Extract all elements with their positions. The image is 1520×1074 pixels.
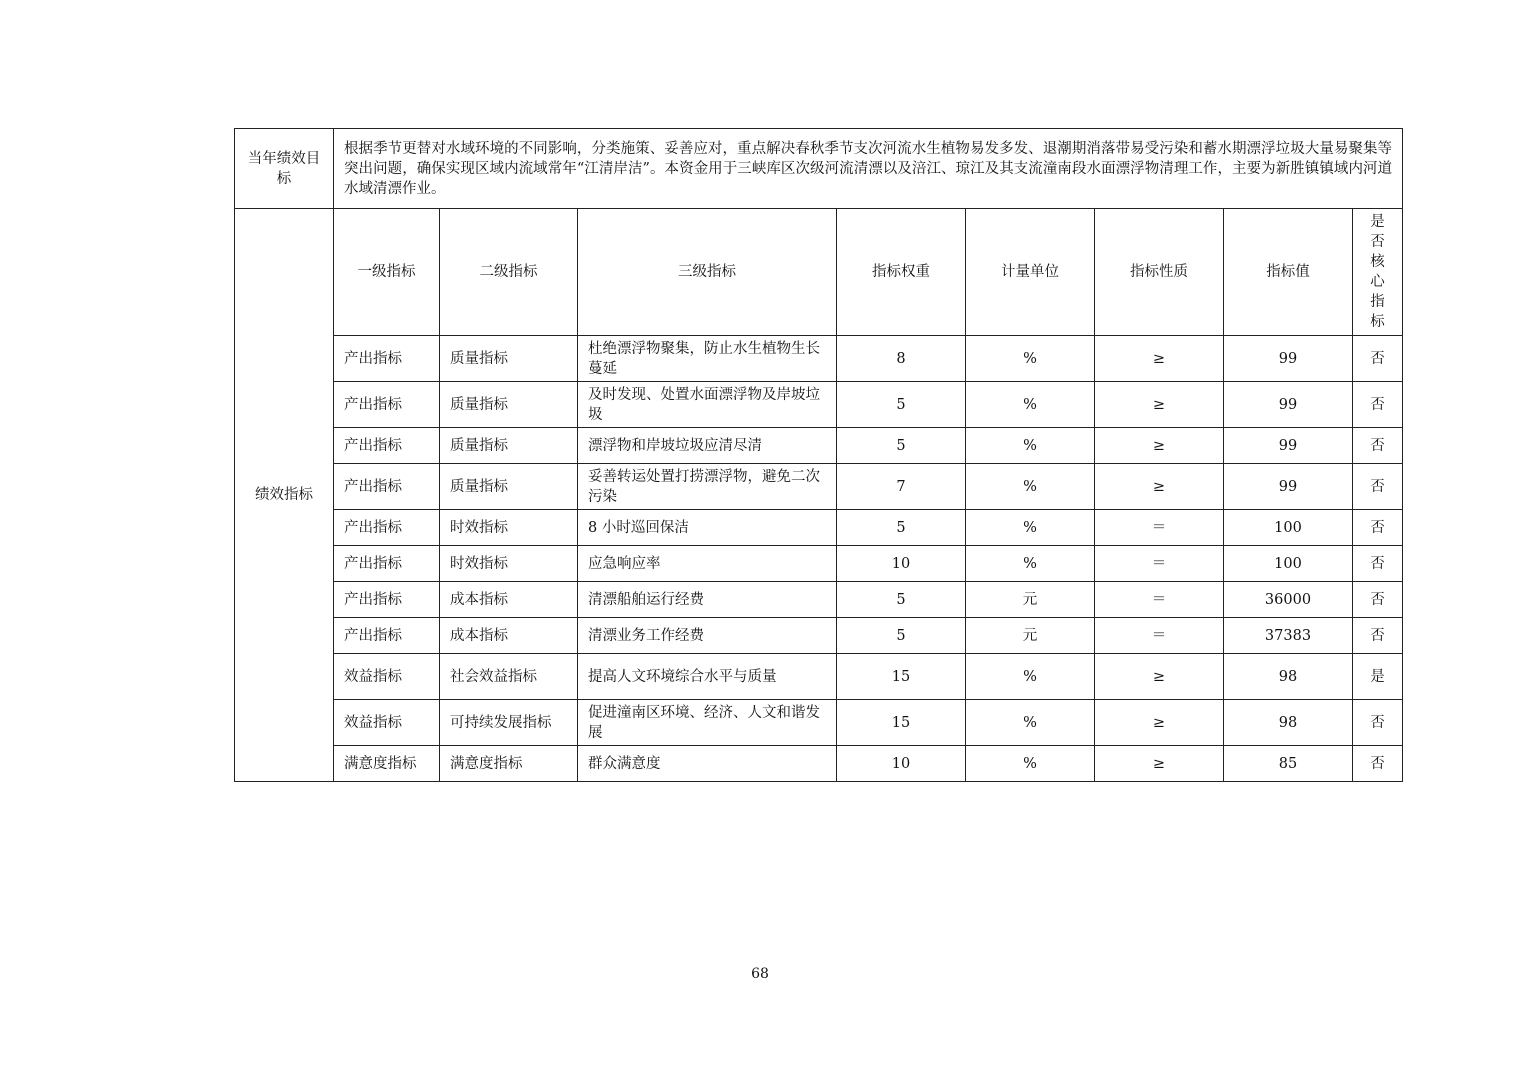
core-cell: 否 [1353,464,1403,510]
level2-cell: 可持续发展指标 [440,700,578,746]
value-cell: 99 [1224,428,1353,464]
level3-cell: 8 小时巡回保洁 [578,510,837,546]
table-row [235,510,1403,546]
goal-row [235,129,1403,209]
nature-cell: ＝ [1095,582,1224,618]
unit-cell: % [966,464,1095,510]
unit-cell: % [966,336,1095,382]
table-row [235,336,1403,382]
core-cell: 否 [1353,700,1403,746]
level3-cell: 群众满意度 [578,746,837,782]
level2-cell: 时效指标 [440,546,578,582]
value-cell: 99 [1224,382,1353,428]
level1-cell: 产出指标 [334,618,440,654]
weight-cell: 5 [837,582,966,618]
level3-cell: 及时发现、处置水面漂浮物及岸坡垃圾 [578,382,837,428]
unit-cell: % [966,510,1095,546]
value-cell: 100 [1224,546,1353,582]
nature-cell: ≥ [1095,654,1224,700]
nature-cell: ＝ [1095,546,1224,582]
level2-cell: 满意度指标 [440,746,578,782]
level2-cell: 质量指标 [440,464,578,510]
value-cell: 100 [1224,510,1353,546]
header-cell: 一级指标 [334,209,440,336]
level1-cell: 产出指标 [334,510,440,546]
unit-cell: % [966,546,1095,582]
level1-cell: 产出指标 [334,464,440,510]
level2-cell: 时效指标 [440,510,578,546]
core-cell: 否 [1353,582,1403,618]
indicators-label: 绩效指标 [235,209,334,782]
table-row [235,428,1403,464]
header-cell: 三级指标 [578,209,837,336]
value-cell: 85 [1224,746,1353,782]
level1-cell: 产出指标 [334,546,440,582]
page-number: 68 [751,966,769,982]
nature-cell: ≥ [1095,464,1224,510]
value-cell: 99 [1224,336,1353,382]
unit-cell: % [966,654,1095,700]
level1-cell: 效益指标 [334,654,440,700]
core-cell: 否 [1353,546,1403,582]
weight-cell: 10 [837,546,966,582]
core-cell: 是 [1353,654,1403,700]
unit-cell: % [966,428,1095,464]
table-row [235,700,1403,746]
header-cell: 指标性质 [1095,209,1224,336]
level3-cell: 提高人文环境综合水平与质量 [578,654,837,700]
level1-cell: 产出指标 [334,582,440,618]
value-cell: 98 [1224,654,1353,700]
unit-cell: % [966,700,1095,746]
value-cell: 99 [1224,464,1353,510]
level2-cell: 成本指标 [440,582,578,618]
table-row [235,382,1403,428]
header-core-text: 是否核心指标 [1370,214,1385,330]
weight-cell: 5 [837,382,966,428]
core-cell: 否 [1353,336,1403,382]
core-cell: 否 [1353,382,1403,428]
nature-cell: ≥ [1095,382,1224,428]
goal-text: 根据季节更替对水域环境的不同影响，分类施策、妥善应对，重点解决春秋季节支次河流水生植物易发多发、退潮期消落带易受污染和蓄水期漂浮垃圾大量易聚集等突出问题，确保实现区域内流域常年“江清岸洁”。本资金用于三峡库区次级河流清漂以及涪江、琼江及其支流潼南段水面漂浮物清理工作，主要为新胜镇镇域内河道水域清漂作业。 [334,129,1403,209]
value-cell: 37383 [1224,618,1353,654]
weight-cell: 10 [837,746,966,782]
level3-cell: 杜绝漂浮物聚集，防止水生植物生长蔓延 [578,336,837,382]
goal-label: 当年绩效目标 [235,129,334,209]
table-row [235,464,1403,510]
core-cell: 否 [1353,618,1403,654]
level1-cell: 产出指标 [334,336,440,382]
level2-cell: 质量指标 [440,428,578,464]
level1-cell: 产出指标 [334,382,440,428]
level3-cell: 漂浮物和岸坡垃圾应清尽清 [578,428,837,464]
level1-cell: 产出指标 [334,428,440,464]
level2-cell: 质量指标 [440,382,578,428]
nature-cell: ≥ [1095,428,1224,464]
unit-cell: 元 [966,618,1095,654]
value-cell: 98 [1224,700,1353,746]
table-row [235,582,1403,618]
value-cell: 36000 [1224,582,1353,618]
level3-cell: 应急响应率 [578,546,837,582]
header-cell: 指标权重 [837,209,966,336]
weight-cell: 15 [837,654,966,700]
table-row [235,618,1403,654]
unit-cell: 元 [966,582,1095,618]
core-cell: 否 [1353,746,1403,782]
level1-cell: 满意度指标 [334,746,440,782]
header-cell: 二级指标 [440,209,578,336]
nature-cell: ≥ [1095,336,1224,382]
nature-cell: ＝ [1095,618,1224,654]
weight-cell: 7 [837,464,966,510]
level2-cell: 成本指标 [440,618,578,654]
performance-table [234,128,1403,782]
level3-cell: 清漂船舶运行经费 [578,582,837,618]
nature-cell: ≥ [1095,746,1224,782]
level1-cell: 效益指标 [334,700,440,746]
core-cell: 否 [1353,510,1403,546]
level2-cell: 社会效益指标 [440,654,578,700]
level3-cell: 清漂业务工作经费 [578,618,837,654]
weight-cell: 5 [837,428,966,464]
weight-cell: 5 [837,510,966,546]
nature-cell: ＝ [1095,510,1224,546]
header-cell: 计量单位 [966,209,1095,336]
header-cell-core [1353,209,1403,336]
level3-cell: 促进潼南区环境、经济、人文和谐发展 [578,700,837,746]
weight-cell: 15 [837,700,966,746]
core-cell: 否 [1353,428,1403,464]
header-cell: 指标值 [1224,209,1353,336]
unit-cell: % [966,746,1095,782]
weight-cell: 8 [837,336,966,382]
table-row [235,546,1403,582]
table-row [235,654,1403,700]
level2-cell: 质量指标 [440,336,578,382]
nature-cell: ≥ [1095,700,1224,746]
header-row [235,209,1403,336]
table-row [235,746,1403,782]
weight-cell: 5 [837,618,966,654]
level3-cell: 妥善转运处置打捞漂浮物，避免二次污染 [578,464,837,510]
unit-cell: % [966,382,1095,428]
